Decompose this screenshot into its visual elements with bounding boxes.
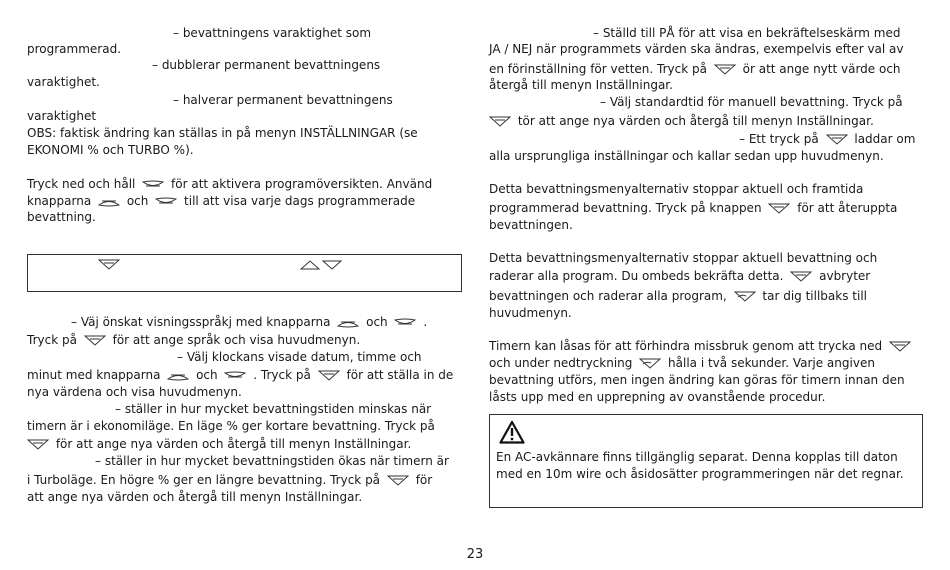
- text-line: programmerad.: [27, 42, 122, 56]
- text-line: [739, 131, 915, 148]
- text-line: Detta bevattningsmenyalternativ stoppar aktuell och framtida: [489, 182, 864, 196]
- text-line: [27, 436, 411, 453]
- down-button-icon: [142, 180, 164, 190]
- text-span: ör att ange nytt värde och: [742, 62, 901, 76]
- text-span: till att visa varje dags programmerade: [184, 194, 416, 208]
- text-line: [27, 176, 432, 193]
- ok-button-icon: [27, 439, 49, 451]
- text-span: för att aktivera programöversikten. Använd: [171, 177, 433, 191]
- ok-button-icon: [768, 203, 790, 215]
- text-line: – Välj klockans visade datum, timme och: [177, 350, 422, 364]
- text-line: timern är i ekonomiläge. En läge % ger kortare bevattning. Tryck på: [27, 419, 435, 433]
- text-line: bevattning.: [27, 210, 96, 224]
- text-span: avbryter: [819, 269, 871, 283]
- text-line: [71, 314, 427, 331]
- ok-button-icon: [318, 370, 340, 382]
- text-line: [489, 355, 875, 372]
- warning-box: [489, 414, 923, 508]
- text-line: varaktighet.: [27, 75, 100, 89]
- text-span: . Tryck på: [253, 368, 311, 382]
- text-span: bevattningen och raderar alla program,: [489, 289, 727, 303]
- text-span: hålla i två sekunder. Varje angiven: [668, 356, 875, 370]
- text-line: – ställer in hur mycket bevattningstiden minskas när: [115, 402, 432, 416]
- ok-button-icon: [98, 259, 120, 271]
- warning-text-line: med en 10m wire och åsidosätter programmeringen när det regnar.: [496, 467, 904, 481]
- ok-button-icon: [826, 134, 848, 146]
- text-span: och: [126, 194, 149, 208]
- text-span: för att ange språk och visa huvudmenyn.: [112, 333, 361, 347]
- text-line: [489, 200, 897, 217]
- text-line: – halverar permanent bevattningens: [173, 93, 393, 107]
- back-button-icon: [639, 358, 661, 370]
- text-line: huvudmenyn.: [489, 306, 572, 320]
- up-button-icon: [337, 318, 359, 328]
- text-line: [489, 288, 867, 305]
- down-button-icon: [224, 371, 246, 381]
- back-button-icon: [734, 291, 756, 303]
- text-span: Timern kan låsas för att förhindra missbruk genom att trycka ned: [489, 339, 883, 353]
- text-span: för: [415, 473, 433, 487]
- text-span: och under nedtryckning: [489, 356, 633, 370]
- menu-display-box: [27, 254, 462, 292]
- text-line: [27, 332, 360, 349]
- text-span: tar dig tillbaks till: [762, 289, 867, 303]
- ok-button-icon: [889, 341, 911, 353]
- text-line: bevattningen.: [489, 218, 573, 232]
- text-line: [27, 472, 432, 489]
- page-number: 23: [466, 547, 484, 562]
- text-span: raderar alla program. Du ombeds bekräfta detta.: [489, 269, 784, 283]
- ok-button-icon: [489, 116, 511, 128]
- text-span: och: [196, 368, 218, 382]
- text-span: för att återuppta: [797, 201, 898, 215]
- text-span: minut med knapparna: [27, 368, 161, 382]
- text-line: återgå till menyn Inställningar.: [489, 78, 673, 92]
- up-button-icon: [300, 259, 320, 271]
- text-span: knapparna: [27, 194, 92, 208]
- text-line: låsts upp med en upprepning av ovanstående procedur.: [489, 390, 826, 404]
- text-line: att ange nya värden och återgå till menyn Inställningar.: [27, 490, 363, 504]
- ok-button-icon: [387, 475, 409, 487]
- ok-button-icon: [84, 335, 106, 347]
- text-line: alla ursprungliga inställningar och kallar sedan upp huvudmenyn.: [489, 149, 884, 163]
- text-line: nya värdena och visa huvudmenyn.: [27, 385, 242, 399]
- warning-text-line: En AC-avkännare finns tillgänglig separat. Denna kopplas till daton: [496, 450, 898, 464]
- text-line: JA / NEJ när programmets värden ska ändras, exempelvis efter val av: [489, 42, 904, 56]
- text-line: – ställer in hur mycket bevattningstiden ökas när timern är: [95, 454, 449, 468]
- text-span: Tryck på: [27, 333, 77, 347]
- text-line: varaktighet: [27, 109, 97, 123]
- up-button-icon: [167, 371, 189, 381]
- warning-triangle-icon: [499, 420, 525, 444]
- text-line: [27, 367, 453, 384]
- text-line: – Välj standardtid för manuell bevattning. Tryck på: [600, 95, 903, 109]
- text-line: [489, 338, 914, 355]
- text-line: [489, 268, 870, 285]
- text-span: laddar om: [854, 132, 916, 146]
- text-line: – bevattningens varaktighet som: [173, 26, 372, 40]
- text-span: Tryck ned och håll: [27, 177, 136, 191]
- down-button-icon: [155, 197, 177, 207]
- text-line: Detta bevattningsmenyalternativ stoppar aktuell bevattning och: [489, 251, 878, 265]
- text-span: för att ange nya värden och återgå till menyn Inställningar.: [55, 437, 412, 451]
- ok-button-icon: [714, 64, 736, 76]
- up-button-icon: [98, 197, 120, 207]
- text-span: tör att ange nya värden och återgå till menyn Inställningar.: [517, 114, 874, 128]
- text-span: .: [423, 315, 428, 329]
- text-line: OBS: faktisk ändring kan ställas in på menyn INSTÄLLNINGAR (se: [27, 126, 418, 140]
- text-span: och: [366, 315, 388, 329]
- text-span: för att ställa in de: [346, 368, 454, 382]
- text-span: i Turboläge. En högre % ger en längre bevattning. Tryck på: [27, 473, 381, 487]
- text-line: [27, 193, 415, 210]
- text-span: en förinställning för vetten. Tryck på: [489, 62, 707, 76]
- text-span: – Ett tryck på: [739, 132, 819, 146]
- text-line: [489, 113, 874, 130]
- text-line: – Ställd till PÅ för att visa en bekräftelseskärm med: [593, 26, 901, 40]
- down-button-icon: [394, 318, 416, 328]
- text-line: [489, 61, 901, 78]
- text-span: programmerad bevattning. Tryck på knappen: [489, 201, 762, 215]
- ok-button-icon: [790, 271, 812, 283]
- text-line: – dubblerar permanent bevattningens: [152, 58, 381, 72]
- down-button-icon: [322, 259, 342, 271]
- text-line: bevattning utförs, men ingen ändring kan göras för timern innan den: [489, 373, 905, 387]
- text-span: – Väj önskat visningsspråkj med knapparna: [71, 315, 331, 329]
- text-line: EKONOMI % och TURBO %).: [27, 143, 194, 157]
